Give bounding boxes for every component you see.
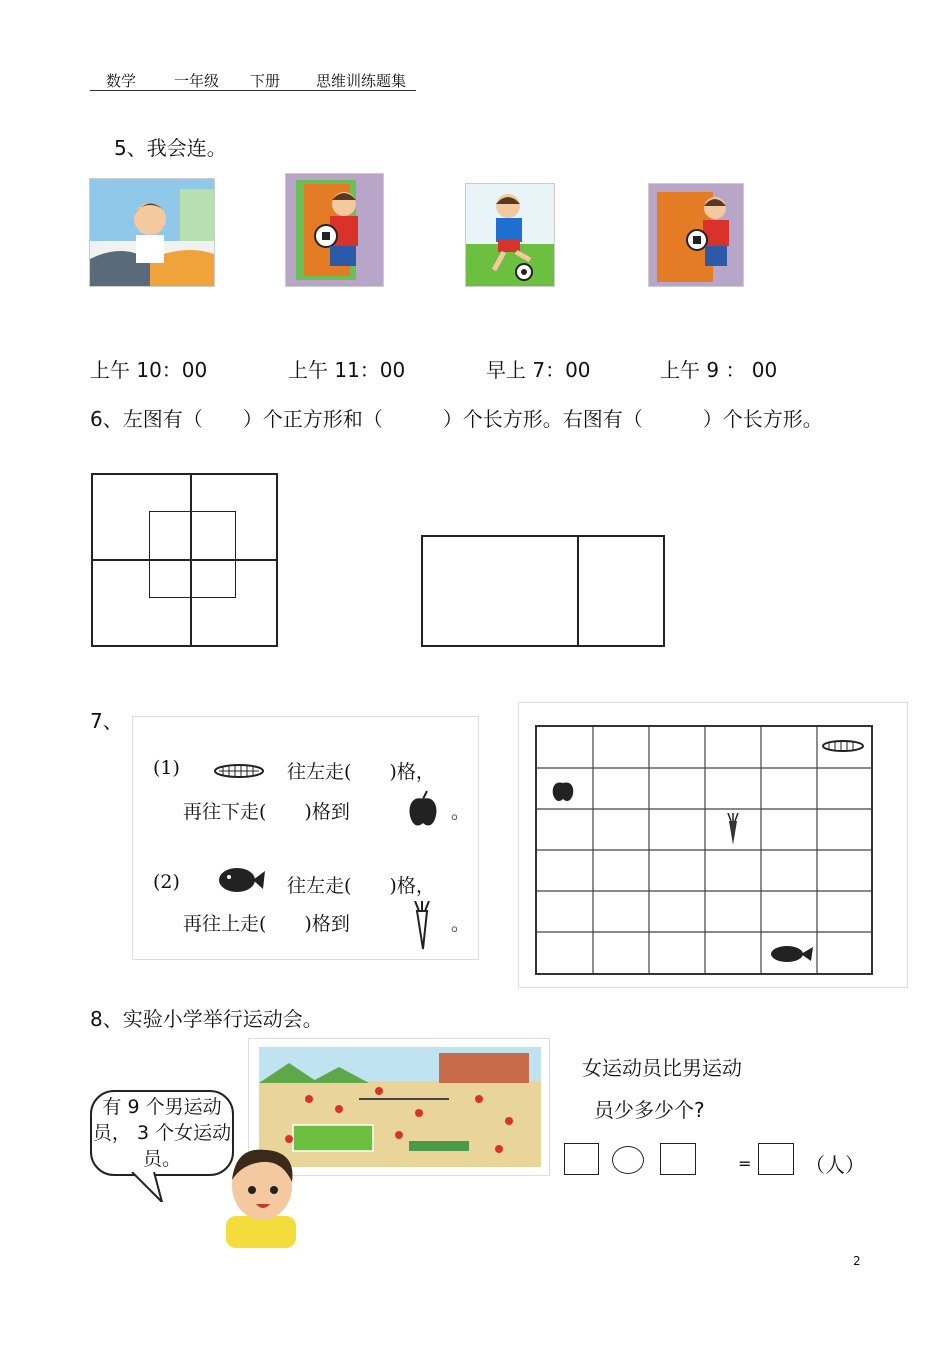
time-label-3: 早上 7：00 — [486, 358, 591, 382]
answer-box-1[interactable] — [564, 1143, 599, 1175]
q5-title: 5、我会连。 — [114, 136, 227, 160]
carrot-icon — [409, 901, 435, 953]
picture-leaving-home — [285, 173, 384, 287]
speech-bubble-tail — [128, 1172, 168, 1202]
time-label-2: 上午 11：00 — [288, 358, 406, 382]
q8-question-line1: 女运动员比男运动 — [582, 1056, 742, 1080]
header-book: 思维训练题集 — [316, 72, 407, 90]
page-header — [90, 70, 416, 91]
picture-coming-home — [648, 183, 744, 287]
q7-item2-period: 。 — [451, 913, 471, 935]
q7-grid — [535, 725, 873, 975]
page-number: 2 — [853, 1254, 861, 1268]
q7-item1-number: (1) — [153, 757, 180, 779]
q7-item1-period: 。 — [451, 801, 471, 823]
picture-playing-soccer — [465, 183, 555, 287]
speech-bubble-text: 有 9 个男运动员， 3 个女运动员。 — [92, 1096, 232, 1170]
q7-item2-number: (2) — [153, 871, 180, 893]
q6-text: 6、左图有（ ）个正方形和（ ）个长方形。右图有（ ）个长方形。 — [90, 407, 823, 431]
time-label-1: 上午 10：00 — [90, 358, 208, 382]
header-volume: 下册 — [250, 72, 281, 90]
picture-waking-up — [89, 178, 215, 287]
q7-grid-panel — [518, 702, 908, 988]
q8-question-line2: 员少多少个? — [594, 1098, 705, 1122]
q7-instructions-panel — [132, 716, 479, 960]
fish-icon — [217, 865, 265, 895]
q7-label: 7、 — [90, 709, 123, 733]
q8-title: 8、实验小学举行运动会。 — [90, 1007, 323, 1031]
figure-squares — [91, 473, 278, 647]
q7-item1-down: 再往下走( )格到 — [183, 801, 350, 823]
apple-icon — [407, 789, 439, 829]
operator-circle[interactable] — [612, 1146, 644, 1174]
q7-item2-up: 再往上走( )格到 — [183, 913, 350, 935]
figure-rectangles — [421, 535, 665, 647]
header-subject: 数学 — [106, 72, 137, 90]
q7-item2-left: 往左走( )格， — [287, 875, 435, 897]
grid-carrot-icon — [723, 813, 743, 847]
time-label-4: 上午 9 ： 00 — [660, 358, 778, 382]
unit-label: （人） — [805, 1153, 865, 1177]
caterpillar-icon — [213, 761, 265, 779]
header-grade: 一年级 — [174, 72, 220, 90]
q7-item1-left: 往左走( )格， — [287, 761, 435, 783]
grid-caterpillar-icon — [821, 739, 865, 753]
answer-box-result[interactable] — [758, 1143, 794, 1175]
grid-fish-icon — [769, 943, 813, 965]
answer-box-2[interactable] — [660, 1143, 696, 1175]
equals-sign: = — [738, 1154, 752, 1173]
boy-character — [222, 1140, 312, 1248]
grid-apple-icon — [551, 777, 575, 803]
speech-bubble — [90, 1090, 234, 1176]
